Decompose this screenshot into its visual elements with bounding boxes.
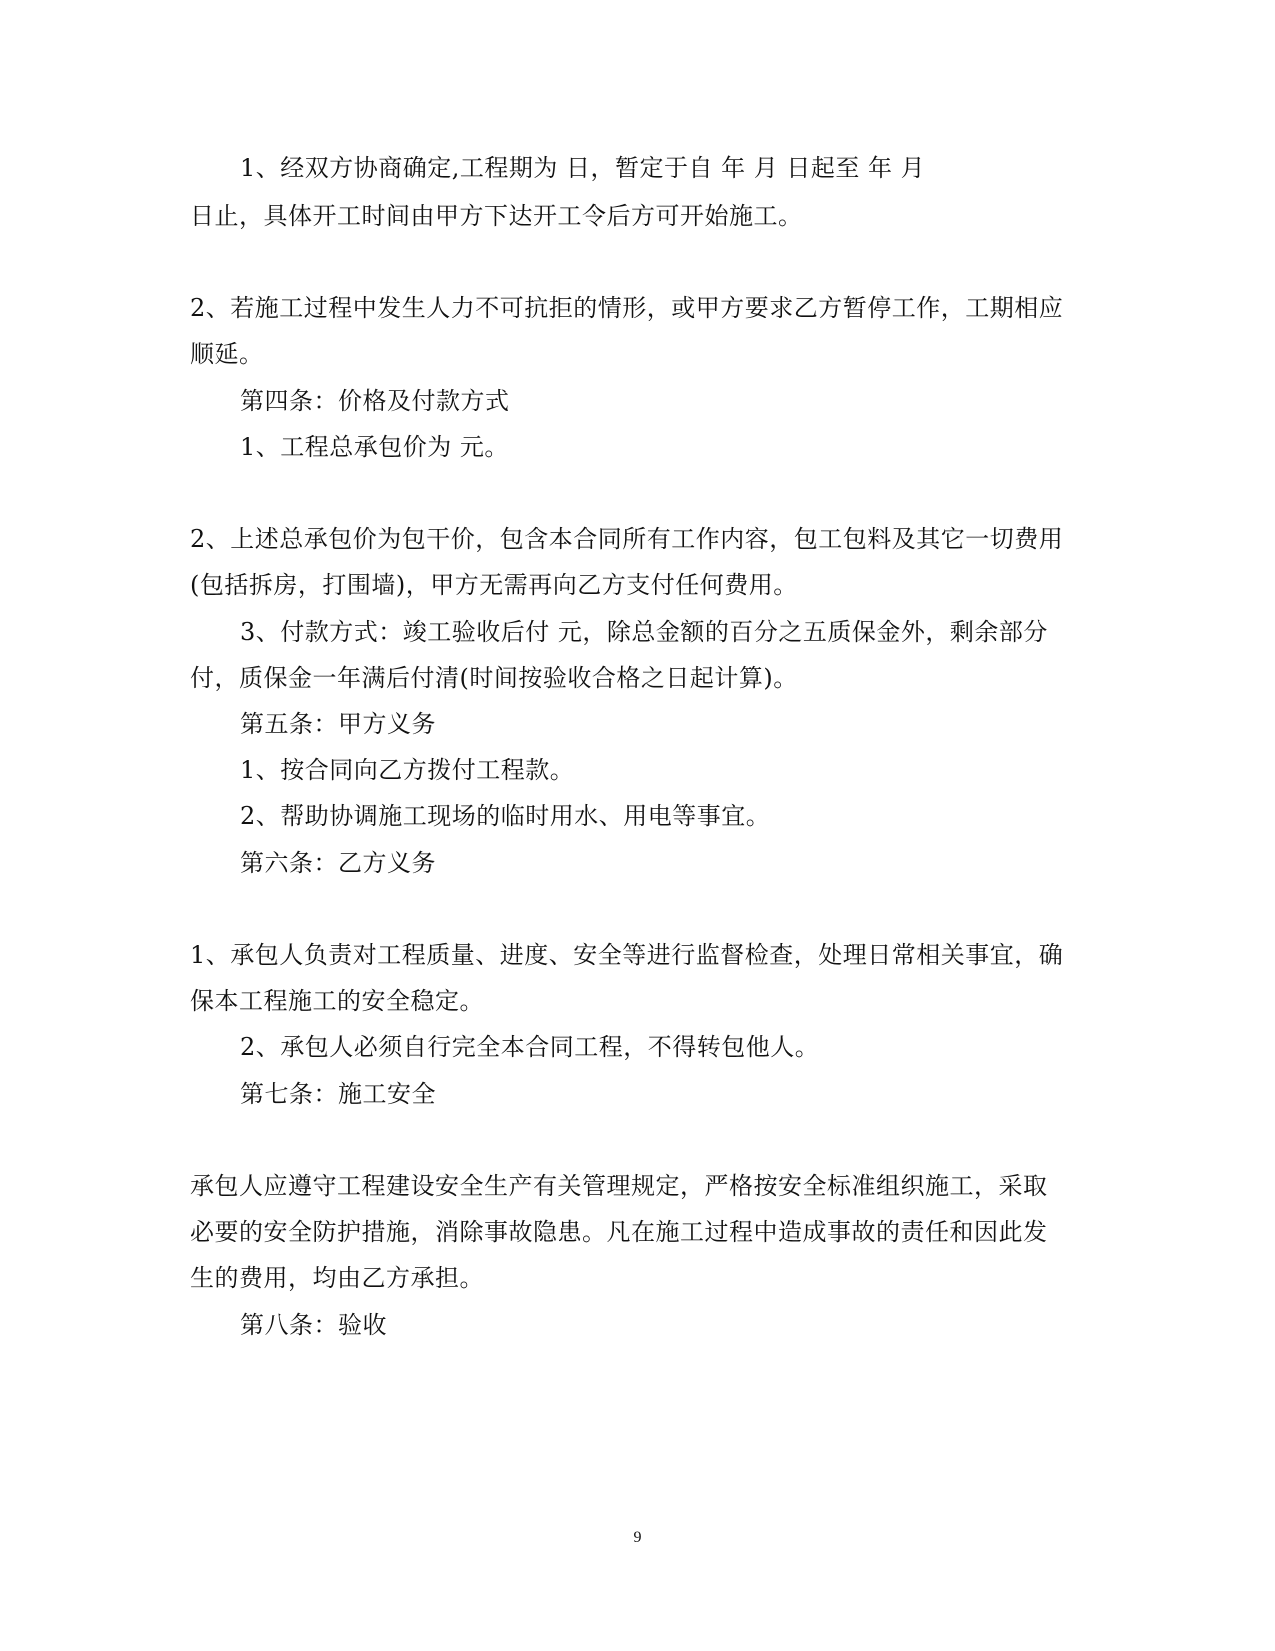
section-heading: 第六条：乙方义务 <box>240 849 436 877</box>
paragraph-line: 3、付款方式：竣工验收后付 元，除总金额的百分之五质保金外，剩余部分 <box>240 618 1048 646</box>
paragraph-line: 1、按合同向乙方拨付工程款。 <box>240 756 575 784</box>
paragraph-line: 2、承包人必须自行完全本合同工程，不得转包他人。 <box>240 1033 820 1061</box>
paragraph-line: 付，质保金一年满后付清(时间按验收合格之日起计算)。 <box>190 664 798 692</box>
paragraph-line: 1、经双方协商确定,工程期为 日，暂定于自 年 月 日起至 年 月 <box>240 154 926 182</box>
paragraph-line: 顺延。 <box>190 340 264 368</box>
section-heading: 第八条：验收 <box>240 1311 387 1339</box>
page-number: 9 <box>633 1529 642 1546</box>
paragraph-line: 保本工程施工的安全稳定。 <box>190 987 484 1015</box>
section-heading: 第五条：甲方义务 <box>240 710 436 738</box>
section-heading: 第七条：施工安全 <box>240 1080 436 1108</box>
paragraph-line: 生的费用，均由乙方承担。 <box>190 1264 484 1292</box>
paragraph-line: 2、若施工过程中发生人力不可抗拒的情形，或甲方要求乙方暂停工作，工期相应 <box>190 294 1064 322</box>
paragraph-line: 日止，具体开工时间由甲方下达开工令后方可开始施工。 <box>190 202 803 230</box>
paragraph-line: 2、帮助协调施工现场的临时用水、用电等事宜。 <box>240 802 771 830</box>
paragraph-line: 承包人应遵守工程建设安全生产有关管理规定，严格按安全标准组织施工，采取 <box>190 1172 1048 1200</box>
paragraph-line: 1、工程总承包价为 元。 <box>240 433 509 461</box>
section-heading: 第四条：价格及付款方式 <box>240 387 510 415</box>
paragraph-line: 1、承包人负责对工程质量、进度、安全等进行监督检查，处理日常相关事宜，确 <box>190 941 1064 969</box>
paragraph-line: 必要的安全防护措施，消除事故隐患。凡在施工过程中造成事故的责任和因此发 <box>190 1218 1048 1246</box>
paragraph-line: 2、上述总承包价为包干价，包含本合同所有工作内容，包工包料及其它一切费用 <box>190 525 1064 553</box>
paragraph-line: (包括拆房，打围墙)，甲方无需再向乙方支付任何费用。 <box>190 571 798 599</box>
